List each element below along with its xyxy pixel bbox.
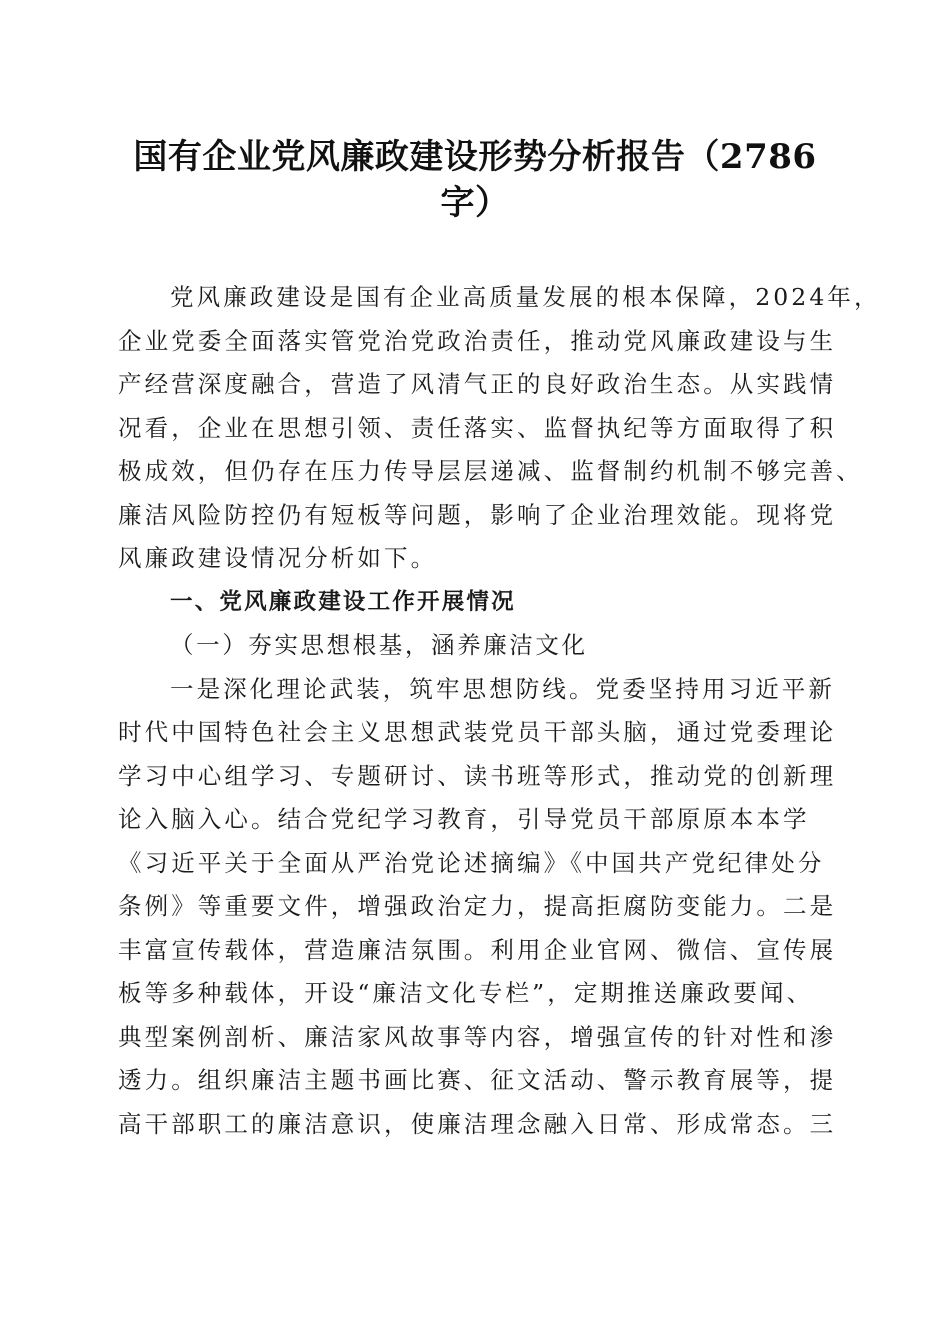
intro-line: 况看，企业在思想引领、责任落实、监督执纪等方面取得了积 [118,413,837,442]
title-line-2: 字） [440,183,510,223]
intro-line: 廉洁风险防控仍有短板等问题，影响了企业治理效能。现将党 [118,500,837,529]
body-line: 典型案例剖析、廉洁家风故事等内容，增强宣传的针对性和渗 [118,1022,837,1051]
section-heading: 一、党风廉政建设工作开展情况 [170,588,516,615]
intro-line: 企业党委全面落实管党治党政治责任，推动党风廉政建设与生 [118,326,837,355]
intro-line: 产经营深度融合，营造了风清气正的良好政治生态。从实践情 [118,370,837,398]
document-title [120,134,830,226]
body-line: 透力。组织廉洁主题书画比赛、征文活动、警示教育展等，提 [118,1066,837,1094]
title-line-1: 国有企业党风廉政建设形势分析报告（2786 [133,137,817,177]
body-line: 《习近平关于全面从严治党论述摘编》《中国共产党纪律处分 [118,848,825,877]
body-line: 论入脑入心。结合党纪学习教育，引导党员干部原原本本学 [118,805,810,833]
intro-line: 极成效，但仍存在压力传导层层递减、监督制约机制不够完善、 [118,457,863,485]
body-line: 条例》等重要文件，增强政治定力，提高拒腐防变能力。二是 [118,892,837,920]
subsection-heading: （一）夯实思想根基，涵养廉洁文化 [170,631,588,659]
body-line: 丰富宣传载体，营造廉洁氛围。利用企业官网、微信、宣传展 [118,935,837,964]
intro-line: 党风廉政建设是国有企业高质量发展的根本保障，2024年， [170,283,881,311]
document-body [118,276,881,1146]
body-line: 学习中心组学习、专题研讨、读书班等形式，推动党的创新理 [118,761,837,790]
body-line: 板等多种载体，开设“廉洁文化专栏”，定期推送廉政要闻、 [118,979,814,1007]
body-line: 一是深化理论武装，筑牢思想防线。党委坚持用习近平新 [170,674,835,703]
body-line: 高干部职工的廉洁意识，使廉洁理念融入日常、形成常态。三 [118,1109,837,1138]
body-line: 时代中国特色社会主义思想武装党员干部头脑，通过党委理论 [118,718,837,746]
intro-line: 风廉政建设情况分析如下。 [118,544,438,572]
